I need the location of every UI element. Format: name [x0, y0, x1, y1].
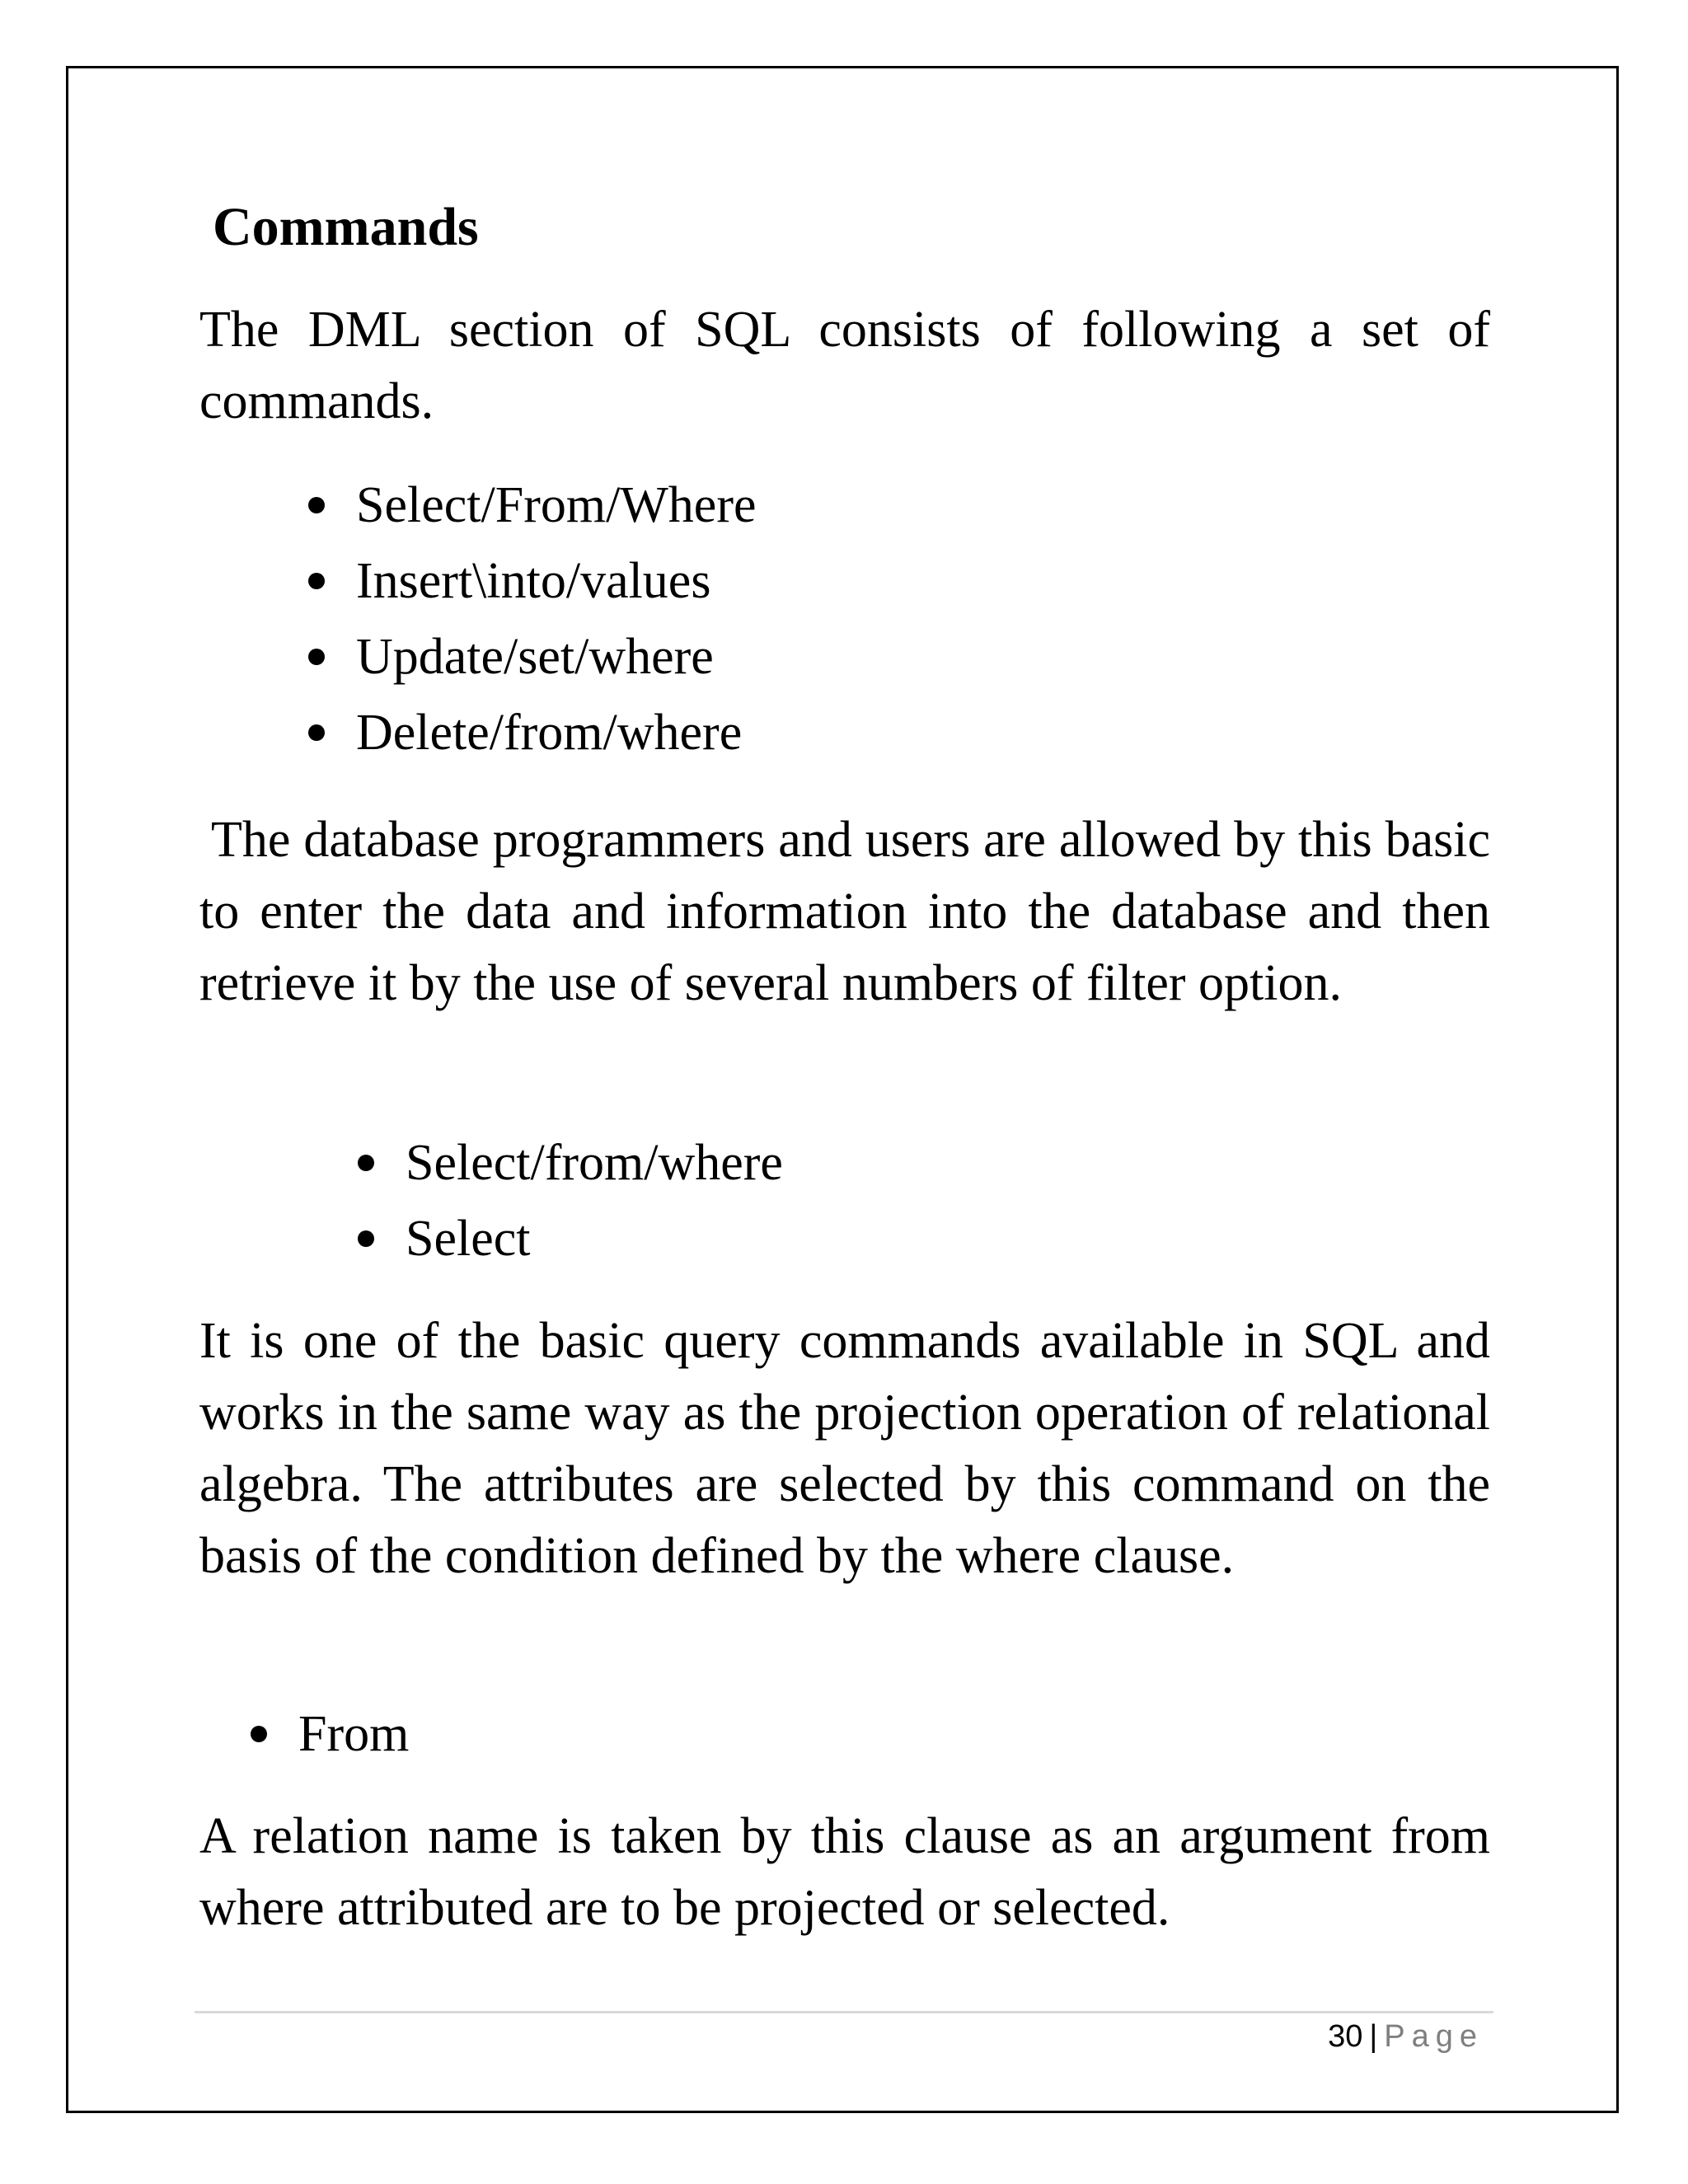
from-list	[298, 1696, 409, 1772]
page-number: 30	[1328, 2019, 1363, 2054]
select-description-paragraph: It is one of the basic query commands available in SQL and works in the same way as the projection operation of relational algebra. The attributes are selected by this command on the basis of the condition defined by the where clause.	[199, 1313, 1490, 1584]
intro-paragraph: The DML section of SQL consists of following a set of commands.	[199, 302, 1490, 429]
bullet-icon	[308, 497, 325, 513]
bullet-icon	[308, 649, 325, 665]
list-item: From	[298, 1696, 409, 1772]
list-item: Delete/from/where	[356, 695, 757, 771]
list-item: Select	[406, 1201, 783, 1277]
from-description-paragraph: A relation name is taken by this clause as an argument from where attributed are to be projected or selected.	[199, 1808, 1490, 1936]
list-item: Select/From/Where	[356, 467, 757, 543]
bullet-icon	[358, 1155, 374, 1171]
retrieval-list	[406, 1125, 783, 1277]
programmers-paragraph: The database programmers and users are allowed by this basic to enter the data and information into the database and then retrieve it by the use of several numbers of filter option.	[199, 812, 1490, 1011]
list-item: Insert\into/values	[356, 543, 757, 619]
bullet-icon	[308, 573, 325, 589]
page-label: Page	[1384, 2019, 1484, 2054]
list-item: Update/set/where	[356, 619, 757, 695]
bullet-icon	[358, 1230, 374, 1247]
footer-rule	[195, 2011, 1493, 2013]
section-heading: Commands	[213, 197, 479, 257]
bullet-icon	[251, 1726, 267, 1742]
page-footer	[1328, 2016, 1484, 2057]
dml-command-list	[356, 467, 757, 771]
list-item: Select/from/where	[406, 1125, 783, 1201]
footer-separator: |	[1369, 2019, 1378, 2054]
bullet-icon	[308, 724, 325, 741]
